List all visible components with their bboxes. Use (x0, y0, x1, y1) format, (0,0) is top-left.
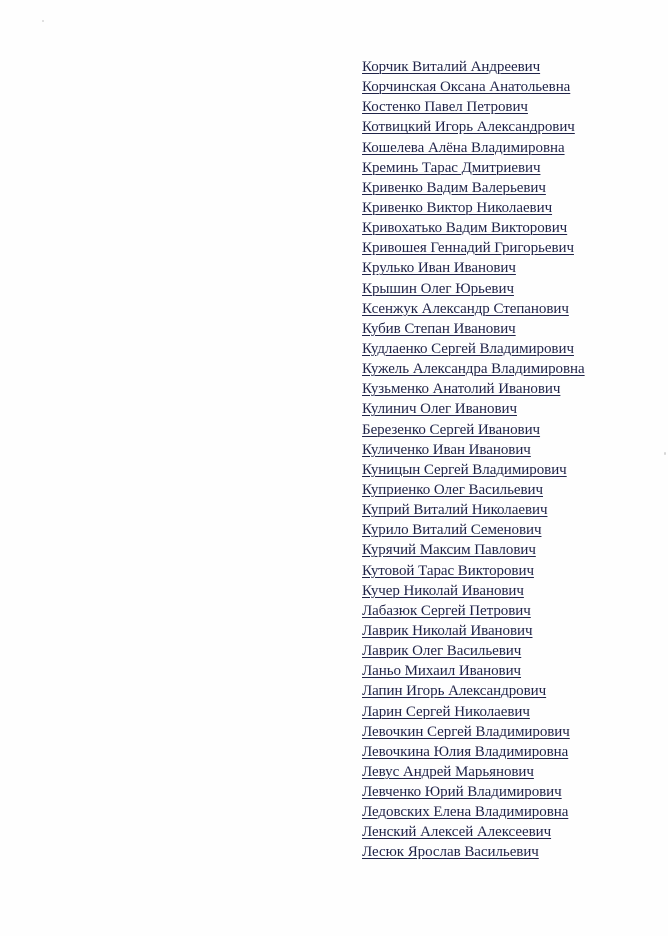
list-item: Кошелева Алёна Владимировна (362, 139, 565, 156)
list-item: Куличенко Иван Иванович (362, 441, 531, 458)
list-item: Лабазюк Сергей Петрович (362, 602, 531, 619)
list-item: Ледовских Елена Владимировна (362, 804, 569, 821)
list-item: Куприенко Олег Васильевич (362, 481, 544, 498)
list-item: Ленский Алексей Алексеевич (362, 824, 552, 841)
list-item: Кривошея Геннадий Григорьевич (362, 240, 574, 257)
list-item: Куприй Виталий Николаевич (362, 502, 548, 519)
scan-speck (664, 452, 666, 455)
list-item: Ларин Сергей Николаевич (362, 703, 530, 720)
list-item: Куницын Сергей Владимирович (362, 461, 567, 478)
list-item: Ланьо Михаил Иванович (362, 663, 522, 680)
list-item: Лапин Игорь Александрович (362, 683, 547, 700)
list-item: Лаврик Николай Иванович (362, 622, 533, 639)
list-item: Ксенжук Александр Степанович (362, 300, 569, 317)
list-item: Крулько Иван Иванович (362, 260, 516, 277)
list-item: Кутовой Тарас Викторович (362, 562, 534, 579)
list-item: Кузьменко Анатолий Иванович (362, 381, 561, 398)
list-item: Левочкин Сергей Владимирович (362, 723, 570, 740)
list-item: Левус Андрей Марьянович (362, 763, 534, 780)
list-item: Курило Виталий Семенович (362, 522, 542, 539)
list-item: Березенко Сергей Иванович (362, 421, 541, 438)
list-item: Левочкина Юлия Владимировна (362, 743, 569, 760)
list-item: Кулинич Олег Иванович (362, 401, 517, 418)
list-item: Кубив Степан Иванович (362, 320, 516, 337)
list-item: Котвицкий Игорь Александрович (362, 119, 575, 136)
list-item: Кривенко Виктор Николаевич (362, 199, 553, 216)
scan-speck (42, 20, 44, 22)
list-item: Курячий Максим Павлович (362, 542, 536, 559)
list-item: Кудлаенко Сергей Владимирович (362, 340, 574, 357)
list-item: Кужель Александра Владимировна (362, 361, 585, 378)
list-item: Кривенко Вадим Валерьевич (362, 179, 546, 196)
list-item: Лесюк Ярослав Васильевич (362, 844, 539, 861)
list-item: Креминь Тарас Дмитриевич (362, 159, 541, 176)
names-list (362, 57, 585, 863)
list-item: Кривохатько Вадим Викторович (362, 220, 568, 237)
list-item: Левченко Юрий Владимирович (362, 784, 562, 801)
list-item: Корчинская Оксана Анатольевна (362, 79, 571, 96)
list-item: Кучер Николай Иванович (362, 582, 524, 599)
list-item: Корчик Виталий Андреевич (362, 59, 541, 75)
list-item: Крышин Олег Юрьевич (362, 280, 514, 297)
list-item: Лаврик Олег Васильевич (362, 643, 522, 660)
list-item: Костенко Павел Петрович (362, 99, 528, 116)
